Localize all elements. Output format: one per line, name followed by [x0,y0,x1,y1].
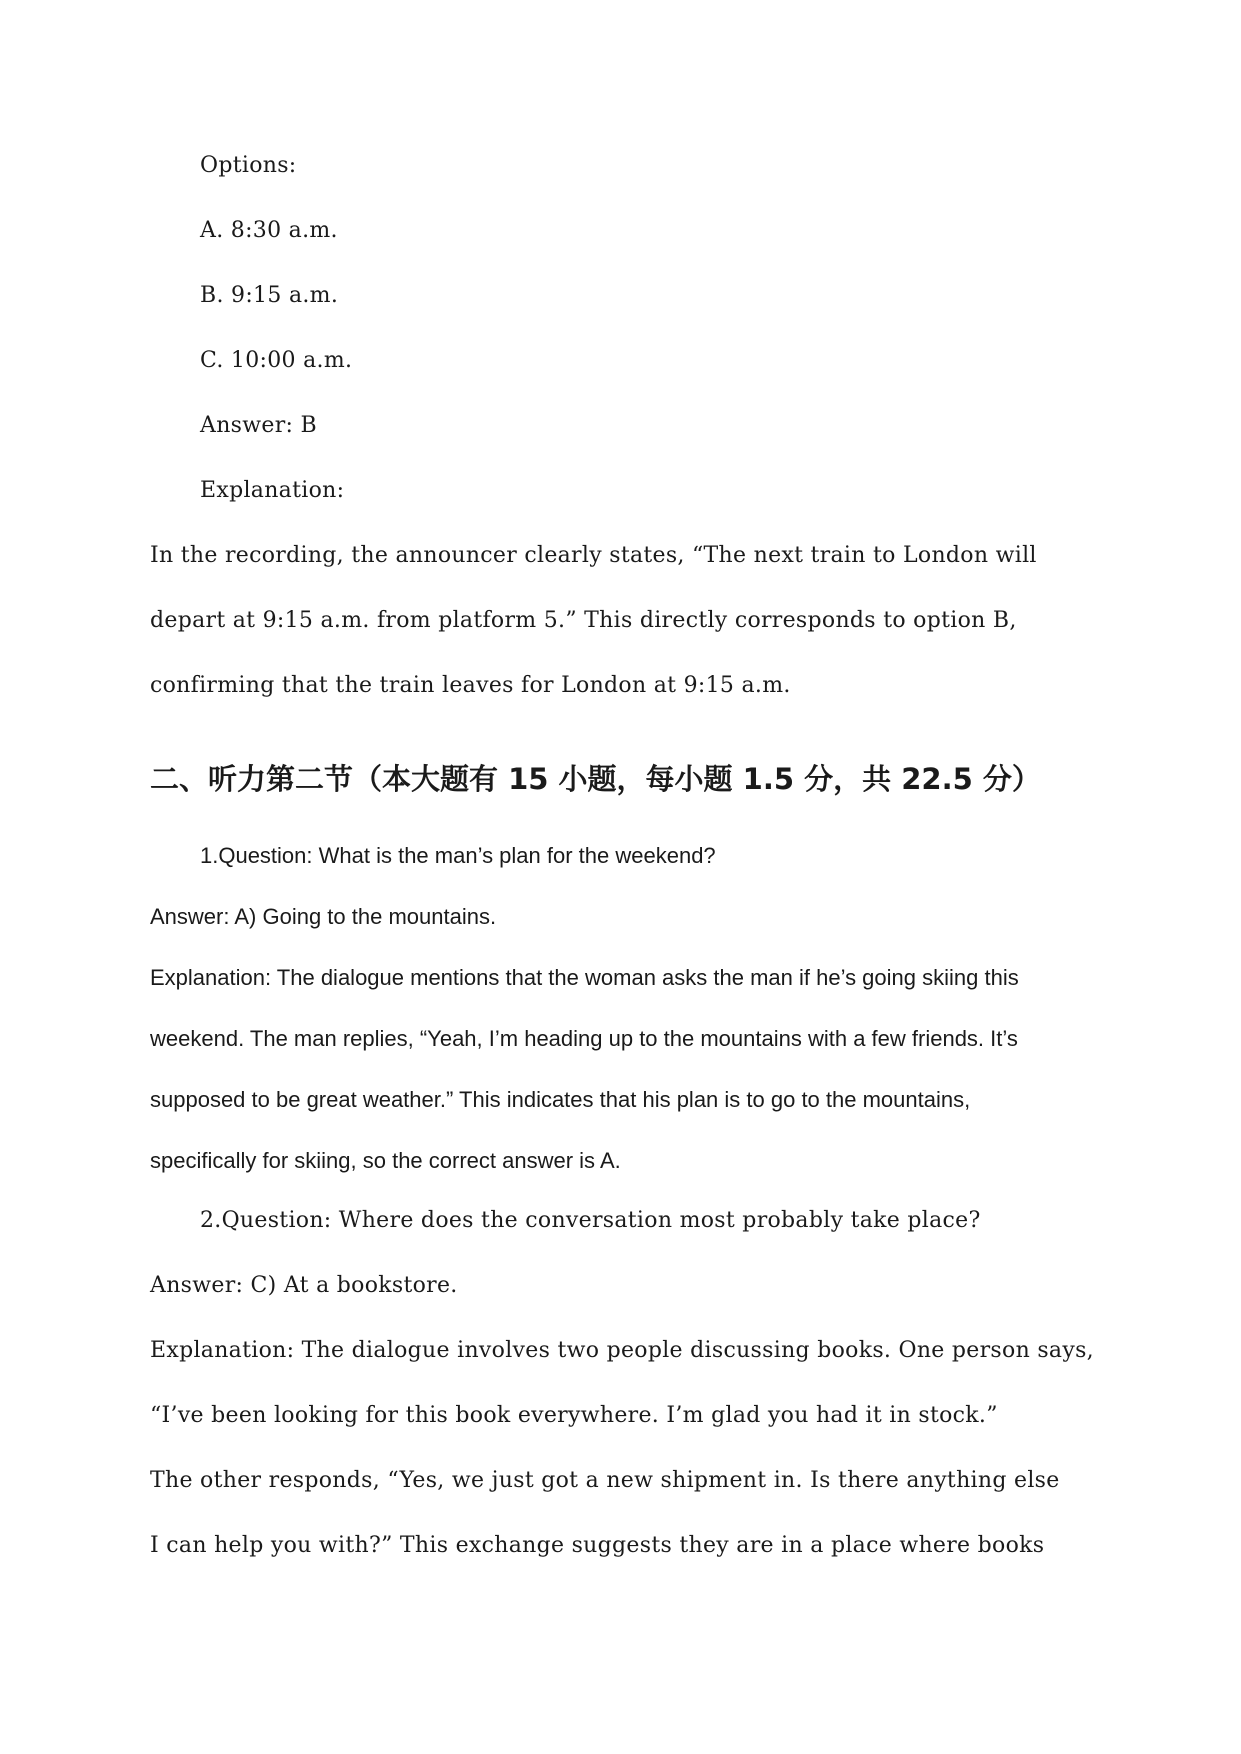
explanation-line: Explanation: The dialogue mentions that the woman asks the man if he’s going skiing this [150,965,1019,990]
options-label: Options: [200,153,297,178]
explanation-line: weekend. The man replies, “Yeah, I’m heading up to the mountains with a few friends. It’s [150,1026,1018,1051]
explanation-line: specifically for skiing, so the correct answer is A. [150,1148,621,1173]
explanation-line: depart at 9:15 a.m. from platform 5.” This directly corresponds to option B, [150,608,1017,633]
option-a: A. 8:30 a.m. [200,218,338,243]
explanation-line: “I’ve been looking for this book everywhere. I’m glad you had it in stock.” [150,1403,998,1428]
question-1: 1.Question: What is the man’s plan for the weekend? [200,843,716,868]
explanation-line: In the recording, the announcer clearly states, “The next train to London will [150,543,1037,568]
explanation-line: Explanation: The dialogue involves two people discussing books. One person says, [150,1338,1094,1363]
answer-text: Answer: B [200,413,317,438]
option-b: B. 9:15 a.m. [200,283,339,308]
explanation-line: supposed to be great weather.” This indicates that his plan is to go to the mountains, [150,1087,971,1112]
explanation-line: I can help you with?” This exchange suggests they are in a place where books [150,1533,1045,1558]
explanation-line: The other responds, “Yes, we just got a new shipment in. Is there anything else [150,1468,1060,1493]
option-c: C. 10:00 a.m. [200,348,353,373]
explanation-label: Explanation: [200,478,345,503]
answer-2: Answer: C) At a bookstore. [150,1273,458,1298]
explanation-line: confirming that the train leaves for London at 9:15 a.m. [150,673,791,698]
answer-1: Answer: A) Going to the mountains. [150,904,497,929]
section-heading: 二、听力第二节（本大题有 15 小题，每小题 1.5 分，共 22.5 分） [150,762,1041,796]
question-2: 2.Question: Where does the conversation most probably take place? [200,1208,981,1233]
